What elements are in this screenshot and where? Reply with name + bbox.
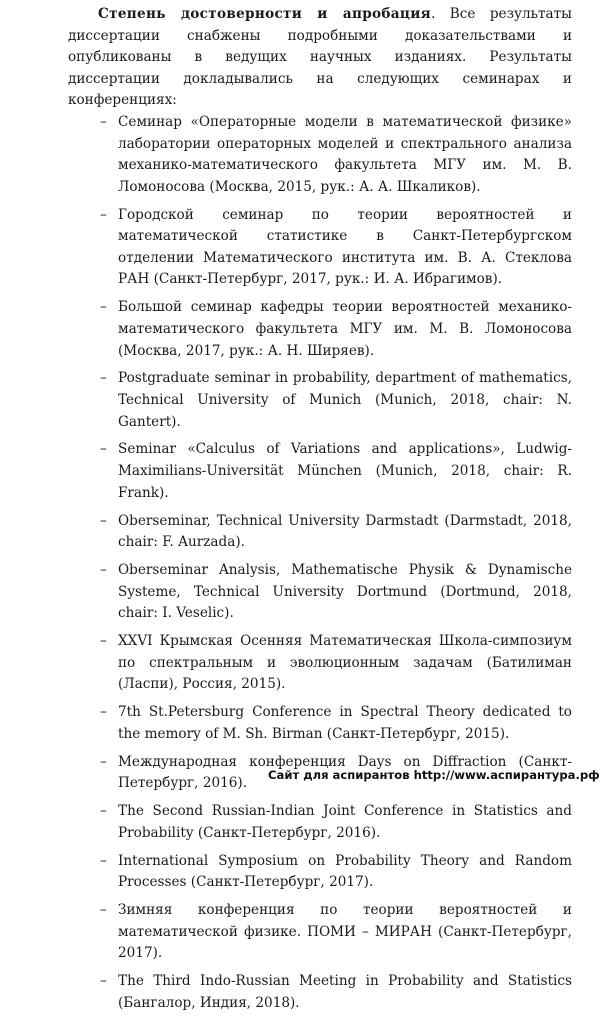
list-item-text: Seminar «Calculus of Variations and applications», Ludwig-Maximilians-Universität München (Munich, 2018, chair: R. Frank). xyxy=(118,441,572,501)
list-dash: – xyxy=(100,633,107,650)
list-dash: – xyxy=(100,113,107,130)
list-dash: – xyxy=(100,973,107,990)
list-item xyxy=(100,851,572,894)
list-dash: – xyxy=(100,852,107,869)
list-item xyxy=(100,368,572,433)
list-dash: – xyxy=(100,206,107,223)
list-item-text: Postgraduate seminar in probability, department of mathematics, Technical University of Munich (Munich, 2018, chair: N. Gantert). xyxy=(118,370,572,430)
list-item-text: 7th St.Petersburg Conference in Spectral Theory dedicated to the memory of M. Sh. Birman (Санкт-Петербург, 2015). xyxy=(118,704,572,742)
site-footer-link[interactable]: Сайт для аспирантов http://www.аспирантура.рф xyxy=(268,768,600,782)
list-item xyxy=(100,702,572,745)
list-dash: – xyxy=(100,441,107,458)
list-item-text: Городской семинар по теории вероятностей и математической статистике в Санкт-Петербургском отделении Математического института им. В. А. Стеклова РАН (Санкт-Петербург, 2017, рук.: И. А. Ибрагимов). xyxy=(118,206,572,288)
list-item-text: Oberseminar Analysis, Mathematische Physik & Dynamische Systeme, Technical University Dortmund (Dortmund, 2018, chair: I. Veselic). xyxy=(118,562,572,622)
list-dash: – xyxy=(100,902,107,919)
list-dash: – xyxy=(100,704,107,721)
list-item-text: XXVI Крымская Осенняя Математическая Школа-симпозиум по спектральным и эволюционным задачам (Батилиман (Ласпи), Россия, 2015). xyxy=(118,633,572,693)
list-dash: – xyxy=(100,753,107,770)
list-item xyxy=(100,112,572,198)
list-item xyxy=(100,971,572,1014)
list-dash: – xyxy=(100,803,107,820)
list-item xyxy=(100,801,572,844)
list-item-text: Семинар «Операторные модели в математической физике» лаборатории операторных моделей и спектрального анализа механико-математического факультета МГУ им. М. В. Ломоносова (Москва, 2015, рук.: А. А. Шкаликов). xyxy=(118,113,572,195)
list-item xyxy=(100,205,572,291)
list-item-text: Большой семинар кафедры теории вероятностей механико-математического факультета МГУ им. М. В. Ломоносова (Москва, 2017, рук.: А. Н. Ширяев). xyxy=(118,299,572,359)
section-heading: Степень достоверности и апробация xyxy=(98,6,431,22)
list-item xyxy=(100,631,572,696)
document-page xyxy=(68,4,572,1021)
list-item-text: The Second Russian-Indian Joint Conference in Statistics and Probability (Санкт-Петербург, 2016). xyxy=(118,803,572,841)
list-item xyxy=(100,511,572,554)
list-item xyxy=(100,900,572,965)
seminar-list xyxy=(68,112,572,1014)
list-item-text: The Third Indo-Russian Meeting in Probability and Statistics (Бангалор, Индия, 2018). xyxy=(118,973,572,1011)
intro-paragraph xyxy=(68,4,572,112)
list-item xyxy=(100,560,572,625)
list-item-text: International Symposium on Probability Theory and Random Processes (Санкт-Петербург, 2017). xyxy=(118,852,572,891)
list-dash: – xyxy=(100,512,107,529)
intro-text: . Все результаты диссертации снабжены подробными доказательствами и опубликованы в ведущих научных изданиях. Результаты диссертации докладывались на следующих семинарах и конференциях: xyxy=(68,6,572,109)
list-item-text: Зимняя конференция по теории вероятностей и математической физике. ПОМИ – МИРАН (Санкт-Петербург, 2017). xyxy=(118,902,572,962)
list-item-text: Oberseminar, Technical University Darmstadt (Darmstadt, 2018, chair: F. Aurzada). xyxy=(118,512,572,551)
list-dash: – xyxy=(100,370,107,387)
list-item xyxy=(100,297,572,362)
list-dash: – xyxy=(100,562,107,579)
list-dash: – xyxy=(100,299,107,316)
list-item-text: Международная конференция Days on Diffraction (Санкт-Петербург, 2016). xyxy=(118,753,572,792)
list-item xyxy=(100,439,572,504)
